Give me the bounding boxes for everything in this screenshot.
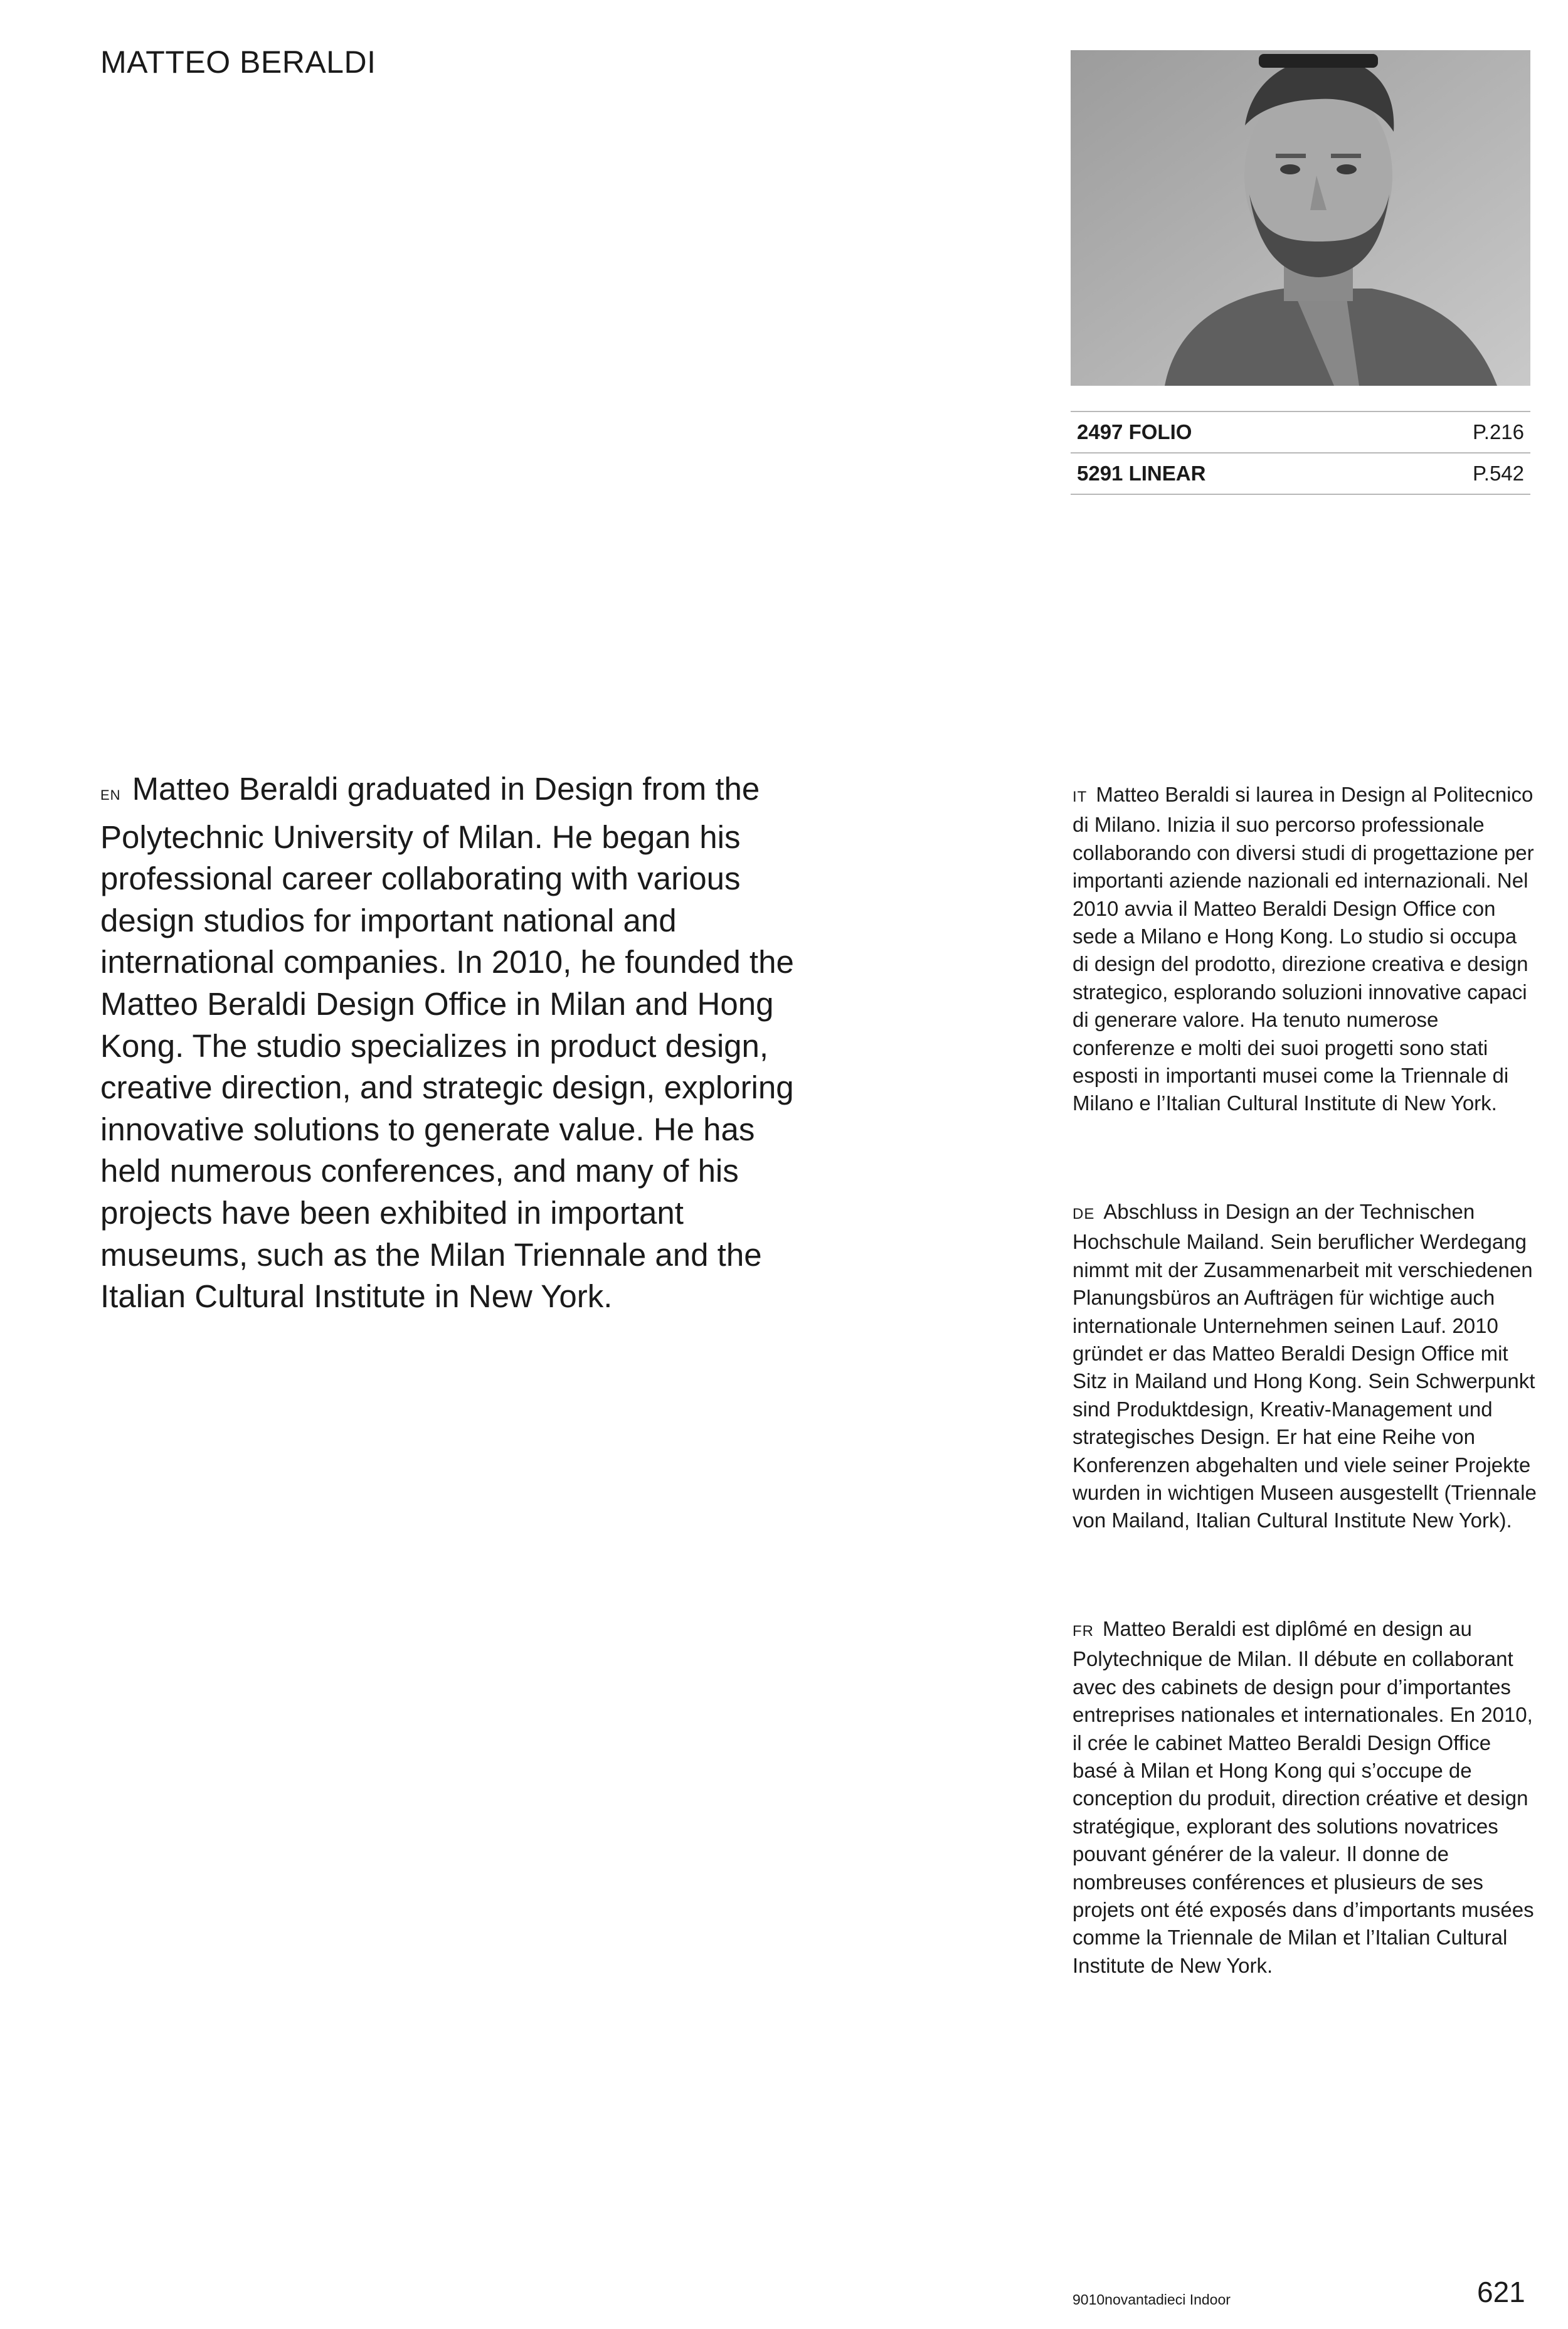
bio-english <box>100 768 797 1318</box>
product-name: 2497 FOLIO <box>1077 420 1192 443</box>
footer-brand: 9010novantadieci Indoor <box>1073 2291 1231 2308</box>
bio-french-text: Matteo Beraldi est diplômé en design au Polytechnique de Milan. Il débute en collaborant avec des cabinets de design pour d’importantes entreprises nationales et internationales. En 2010, il crée le cabinet Matteo Beraldi Design Office basé à Milan et Hong Kong qui s’occupe de conception du produit, direction créative et design stratégique, explorant des solutions novatrices pouvant générer de la valeur. Il donne de nombreuses conférences et plusieurs de ses projets ont été exposés dans d’importants musées comme la Triennale de Milan et l’Italian Cultural Institute de New York. <box>1073 1617 1534 1977</box>
product-row[interactable] <box>1071 412 1530 454</box>
language-tag: IT <box>1073 788 1088 805</box>
bio-german-text: Abschluss in Design an der Technischen Hochschule Mailand. Sein beruflicher Werdegang nimmt mit der Zusammenarbeit mit verschiedenen Planungsbüros an Aufträgen für wichtige auch internationale Unternehmen seinen Lauf. 2010 gründet er das Matteo Beraldi Design Office mit Sitz in Mailand und Hong Kong. Sein Schwerpunkt sind Produktdesign, Kreativ-Management und strategisches Design. Er hat eine Reihe von Konferenzen abgehalten und viele seiner Projekte wurden in wichtigen Museen ausgestellt (Triennale von Mailand, Italian Cultural Institute New York). <box>1073 1200 1537 1532</box>
bio-italian-text: Matteo Beraldi si laurea in Design al Politecnico di Milano. Inizia il suo percorso professionale collaborando con diversi studi di progettazione per importanti aziende nazionali ed internazionali. Nel 2010 avvia il Matteo Beraldi Design Office con sede a Milano e Hong Kong. Lo studio si occupa di design del prodotto, direzione creativa e design strategico, esplorando soluzioni innovative capaci di generare valore. Ha tenuto numerose conferenze e molti dei suoi progetti sono stati esposti in importanti musei come la Triennale di Milano e l’Italian Cultural Institute di New York. <box>1073 783 1534 1115</box>
product-page-ref: P.542 <box>1473 462 1524 485</box>
product-name: 5291 LINEAR <box>1077 462 1206 485</box>
language-tag: DE <box>1073 1206 1095 1223</box>
bio-italian <box>1073 781 1537 1118</box>
bio-french <box>1073 1615 1537 1980</box>
page-number: 621 <box>1477 2276 1525 2308</box>
language-tag: FR <box>1073 1623 1094 1640</box>
product-list <box>1071 411 1530 495</box>
bio-german <box>1073 1198 1537 1535</box>
product-page-ref: P.216 <box>1473 420 1524 443</box>
product-row[interactable] <box>1071 454 1530 495</box>
designer-name: MATTEO BERALDI <box>100 45 376 80</box>
language-tag: EN <box>100 787 121 803</box>
designer-portrait <box>1071 50 1530 386</box>
bio-english-text: Matteo Beraldi graduated in Design from the Polytechnic University of Milan. He began his professional career collaborating with various design studios for important national and international companies. In 2010, he founded the Matteo Beraldi Design Office in Milan and Hong Kong. The studio specializes in product design, creative direction, and strategic design, exploring innovative solutions to generate value. He has held numerous conferences, and many of his projects have been exhibited in important museums, such as the Milan Triennale and the Italian Cultural Institute in New York. <box>100 771 794 1315</box>
